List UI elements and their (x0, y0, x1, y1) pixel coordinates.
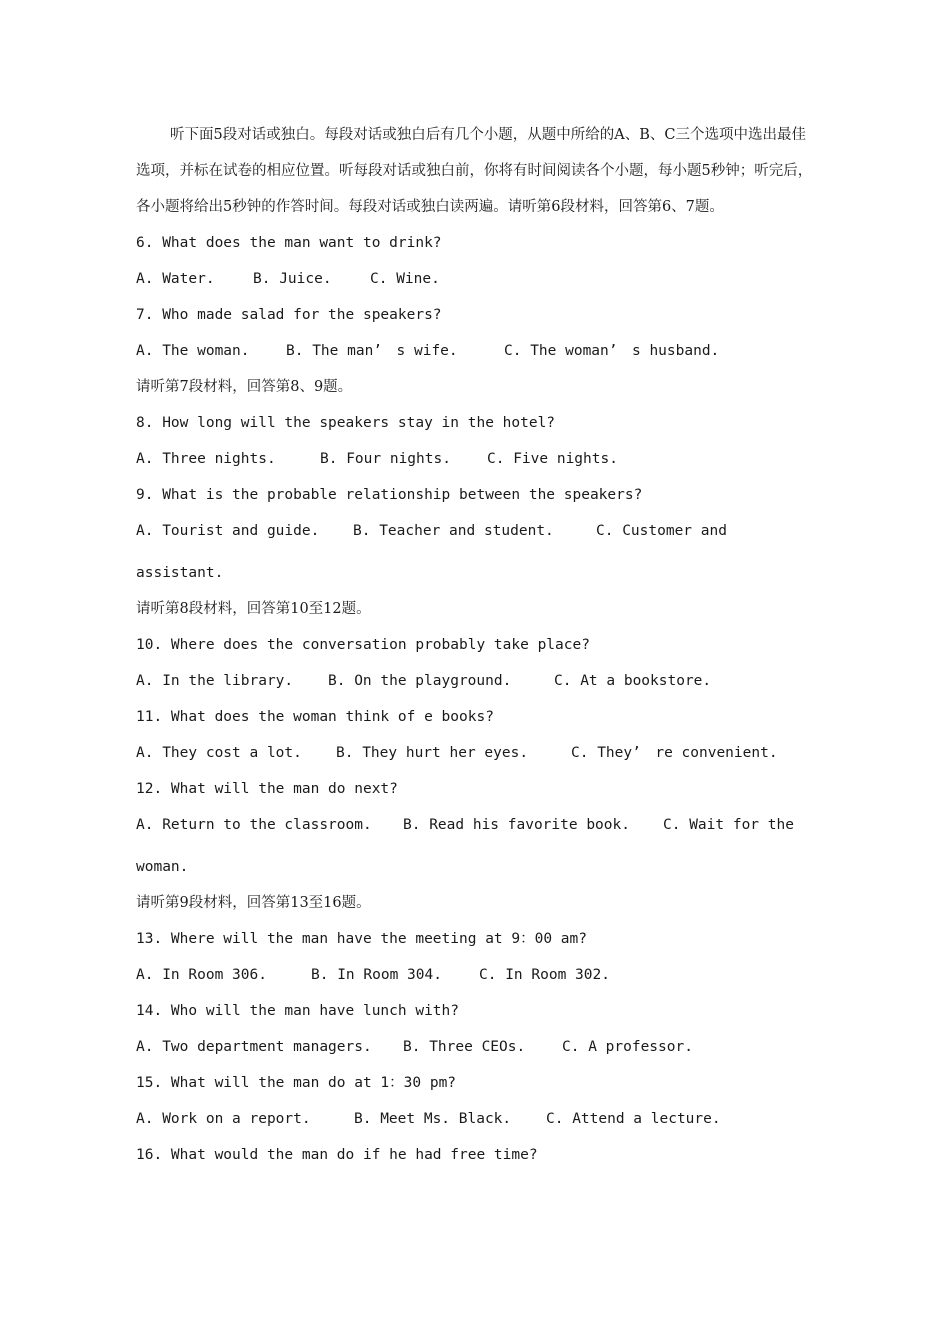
option-b: B. They hurt her eyes. (336, 745, 529, 761)
options-11 (136, 735, 816, 771)
options-12 (136, 807, 816, 843)
option-b: B. Meet Ms. Black. (354, 1111, 512, 1127)
question-15: 15. What will the man do at 1：30 pm? (136, 1075, 457, 1091)
option-a: A. In Room 306. (136, 967, 267, 983)
options-10 (136, 663, 816, 699)
option-b: B. On the playground. (328, 673, 512, 689)
options-8 (136, 441, 816, 477)
instructions-paragraph (136, 117, 816, 225)
question-8: 8. How long will the speakers stay in the hotel? (136, 415, 556, 431)
options-15 (136, 1101, 816, 1137)
options-9-continued: assistant. (136, 565, 224, 581)
exam-page (136, 117, 816, 1173)
option-b: B. Four nights. (320, 451, 451, 467)
question-11: 11. What does the woman think of e books? (136, 709, 494, 725)
options-7 (136, 333, 816, 369)
options-12-continued: woman. (136, 859, 189, 875)
option-c: C. Customer and (596, 523, 727, 539)
option-a: A. The woman. (136, 343, 250, 359)
section-8-heading: 请听第8段材料，回答第10至12题。 (136, 601, 371, 617)
option-c: C. Five nights. (487, 451, 618, 467)
option-c: C. They’ re convenient. (571, 745, 778, 761)
section-7-heading: 请听第7段材料，回答第8、9题。 (136, 379, 353, 395)
option-b: B. Three CEOs. (403, 1039, 526, 1055)
option-a: A. Return to the classroom. (136, 817, 372, 833)
question-7: 7. Who made salad for the speakers? (136, 307, 442, 323)
question-6: 6. What does the man want to drink? (136, 235, 442, 251)
question-16: 16. What would the man do if he had free time? (136, 1147, 538, 1163)
option-a: A. In the library. (136, 673, 294, 689)
option-c: C. Wine. (370, 271, 440, 287)
option-c: C. The woman’ s husband. (504, 343, 720, 359)
question-12: 12. What will the man do next? (136, 781, 398, 797)
section-9-heading: 请听第9段材料，回答第13至16题。 (136, 895, 371, 911)
option-b: B. In Room 304. (311, 967, 442, 983)
question-13: 13. Where will the man have the meeting at 9：00 am? (136, 931, 587, 947)
option-c: C. A professor. (562, 1039, 693, 1055)
question-9: 9. What is the probable relationship between the speakers? (136, 487, 643, 503)
option-b: B. Teacher and student. (353, 523, 554, 539)
option-a: A. They cost a lot. (136, 745, 302, 761)
option-a: A. Water. (136, 271, 215, 287)
option-a: A. Work on a report. (136, 1111, 311, 1127)
option-a: A. Tourist and guide. (136, 523, 320, 539)
options-13 (136, 957, 816, 993)
option-b: B. Read his favorite book. (403, 817, 630, 833)
option-b: B. Juice. (253, 271, 332, 287)
option-a: A. Two department managers. (136, 1039, 372, 1055)
instructions-text: 听下面5段对话或独白。每段对话或独白后有几个小题，从题中所给的A、B、C三个选项中选出最佳选项，并标在试卷的相应位置。听每段对话或独白前，你将有时间阅读各个小题，每小题5秒钟；听完后，各小题将给出5秒钟的作答时间。每段对话或独白读两遍。请听第6段材料，回答第6、7题。 (136, 127, 813, 215)
question-14: 14. Who will the man have lunch with? (136, 1003, 460, 1019)
options-6 (136, 261, 816, 297)
option-a: A. Three nights. (136, 451, 276, 467)
option-c: C. At a bookstore. (554, 673, 712, 689)
question-10: 10. Where does the conversation probably take place? (136, 637, 590, 653)
option-c: C. In Room 302. (479, 967, 610, 983)
options-9 (136, 513, 816, 549)
option-c: C. Attend a lecture. (546, 1111, 721, 1127)
option-c: C. Wait for the (663, 817, 794, 833)
option-b: B. The man’ s wife. (286, 343, 458, 359)
options-14 (136, 1029, 816, 1065)
